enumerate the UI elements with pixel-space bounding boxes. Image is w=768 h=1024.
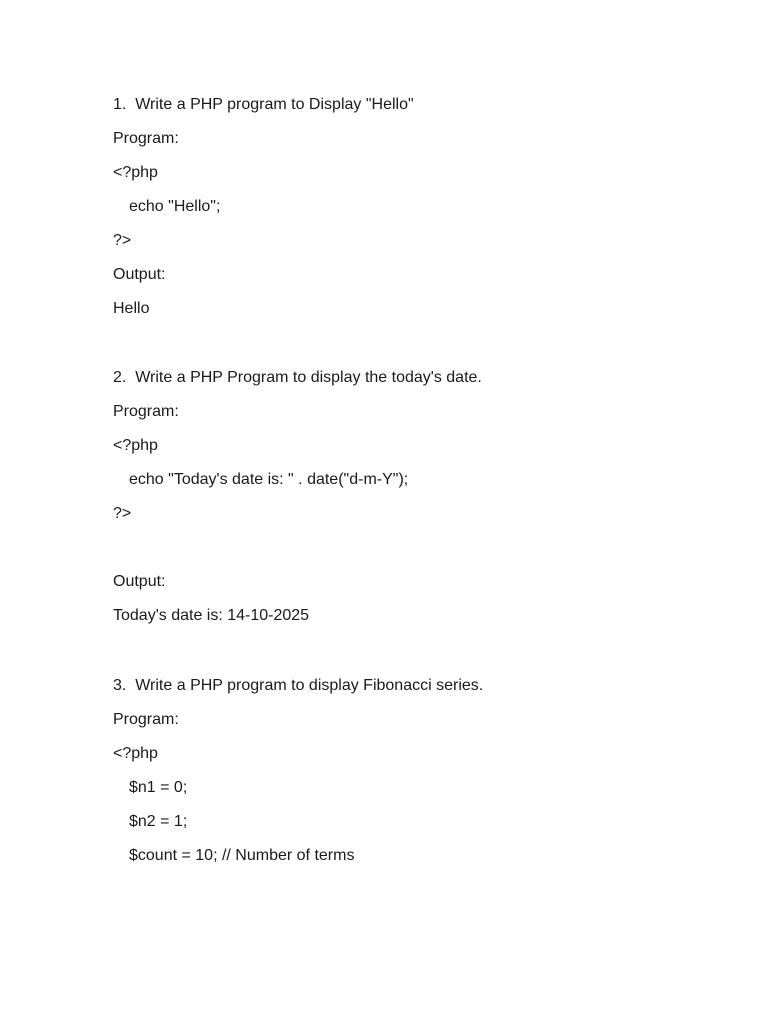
question-heading: 2. Write a PHP Program to display the today's date. [113,369,482,386]
code-line: echo "Hello"; [129,198,221,215]
program-label: Program: [113,711,179,728]
output-label: Output: [113,266,166,283]
question-heading: 1. Write a PHP program to Display "Hello" [113,96,414,113]
code-line: ?> [113,232,132,249]
question-heading: 3. Write a PHP program to display Fibonacci series. [113,677,484,694]
code-line: ?> [113,505,132,522]
code-line: $n2 = 1; [129,813,188,830]
code-line: <?php [113,745,158,762]
program-label: Program: [113,403,179,420]
output-label: Output: [113,573,166,590]
code-line: $count = 10; // Number of terms [129,847,355,864]
code-line: $n1 = 0; [129,779,188,796]
output-line: Hello [113,300,150,317]
output-line: Today's date is: 14-10-2025 [113,607,310,624]
program-label: Program: [113,130,179,147]
code-line: echo "Today's date is: " . date("d-m-Y"); [129,471,409,488]
code-line: <?php [113,437,158,454]
code-line: <?php [113,164,158,181]
